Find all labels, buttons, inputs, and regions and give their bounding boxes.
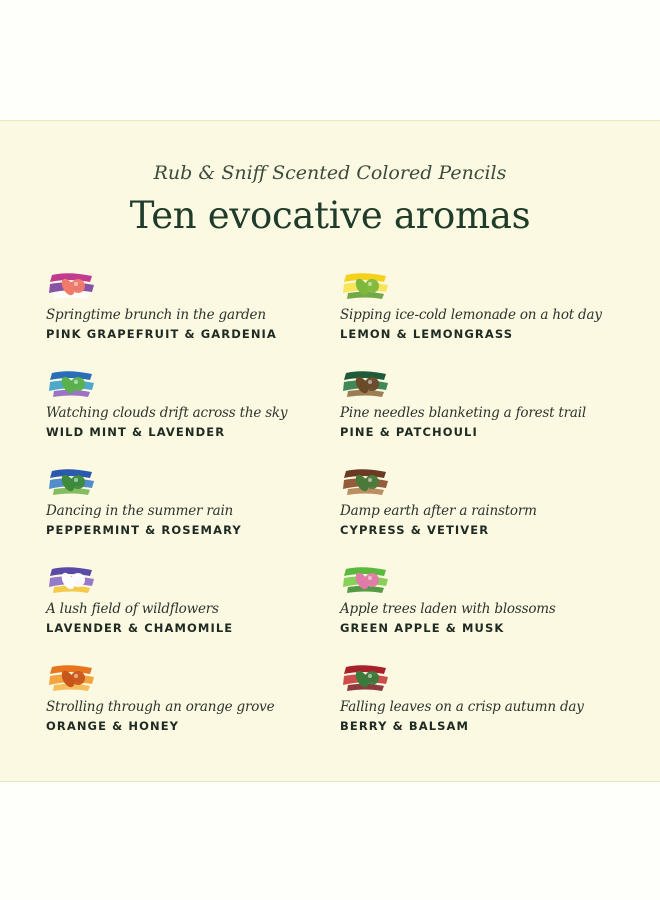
orange-honey-icon — [46, 659, 98, 695]
aroma-description: Springtime brunch in the garden — [46, 307, 266, 323]
mint-lavender-icon — [46, 365, 98, 401]
aroma-item — [340, 659, 640, 757]
highlight-shape — [74, 282, 78, 286]
apple-musk-icon — [340, 561, 392, 597]
swatch-stroke — [50, 665, 92, 674]
peppermint-rosemary-icon — [46, 463, 98, 499]
panel-subtitle: Rub & Sniff Scented Colored Pencils — [153, 162, 507, 184]
panel-title: Ten evocative aromas — [129, 194, 531, 237]
aroma-item — [46, 463, 346, 561]
aroma-item — [46, 365, 346, 463]
fruit-shape — [71, 377, 85, 391]
aroma-item — [340, 267, 640, 365]
highlight-shape — [74, 478, 78, 482]
aroma-scent: ORANGE & HONEY — [46, 719, 180, 733]
swatch-stroke — [344, 273, 386, 282]
swatch-stroke — [50, 567, 92, 576]
fruit-shape — [365, 573, 379, 587]
swatch-stroke — [50, 371, 92, 380]
aroma-item — [46, 561, 346, 659]
highlight-shape — [368, 282, 372, 286]
aroma-description: Watching clouds drift across the sky — [46, 405, 288, 421]
highlight-shape — [368, 674, 372, 678]
aroma-scent: CYPRESS & VETIVER — [340, 523, 490, 537]
fruit-shape — [365, 377, 379, 391]
aroma-scent: BERRY & BALSAM — [340, 719, 470, 733]
aroma-description: Damp earth after a rainstorm — [340, 503, 537, 519]
aroma-scent: LAVENDER & CHAMOMILE — [46, 621, 234, 635]
fruit-shape — [365, 475, 379, 489]
aroma-item — [340, 463, 640, 561]
swatch-stroke — [344, 371, 386, 380]
lemon-lemongrass-icon — [340, 267, 392, 303]
swatch-stroke — [344, 567, 386, 576]
aroma-item — [340, 365, 640, 463]
fruit-shape — [71, 573, 85, 587]
aroma-scent: PINK GRAPEFRUIT & GARDENIA — [46, 327, 277, 341]
highlight-shape — [74, 576, 78, 580]
highlight-shape — [74, 674, 78, 678]
fruit-shape — [71, 671, 85, 685]
aroma-column-left — [46, 267, 346, 757]
aroma-item — [46, 267, 346, 365]
aroma-description: Strolling through an orange grove — [46, 699, 275, 715]
cypress-vetiver-icon — [340, 463, 392, 499]
aroma-column-right — [340, 267, 640, 757]
pine-patchouli-icon — [340, 365, 392, 401]
grapefruit-gardenia-icon — [46, 267, 98, 303]
swatch-stroke — [344, 665, 386, 674]
fruit-shape — [365, 279, 379, 293]
swatch-stroke — [344, 469, 386, 478]
swatch-stroke — [50, 469, 92, 478]
aroma-scent: LEMON & LEMONGRASS — [340, 327, 514, 341]
aroma-item — [46, 659, 346, 757]
aroma-scent: GREEN APPLE & MUSK — [340, 621, 505, 635]
berry-balsam-icon — [340, 659, 392, 695]
fruit-shape — [71, 279, 85, 293]
fruit-shape — [365, 671, 379, 685]
highlight-shape — [368, 576, 372, 580]
aroma-scent: WILD MINT & LAVENDER — [46, 425, 226, 439]
aroma-description: A lush field of wildflowers — [46, 601, 219, 617]
highlight-shape — [74, 380, 78, 384]
aroma-scent: PINE & PATCHOULI — [340, 425, 478, 439]
aroma-item — [340, 561, 640, 659]
aroma-description: Pine needles blanketing a forest trail — [340, 405, 586, 421]
swatch-stroke — [50, 273, 92, 282]
highlight-shape — [368, 478, 372, 482]
highlight-shape — [368, 380, 372, 384]
aroma-description: Sipping ice-cold lemonade on a hot day — [340, 307, 602, 323]
fruit-shape — [71, 475, 85, 489]
lavender-chamomile-icon — [46, 561, 98, 597]
aroma-description: Falling leaves on a crisp autumn day — [340, 699, 584, 715]
aroma-panel — [0, 120, 660, 782]
aroma-description: Dancing in the summer rain — [46, 503, 234, 519]
aroma-description: Apple trees laden with blossoms — [340, 601, 556, 617]
aroma-scent: PEPPERMINT & ROSEMARY — [46, 523, 242, 537]
